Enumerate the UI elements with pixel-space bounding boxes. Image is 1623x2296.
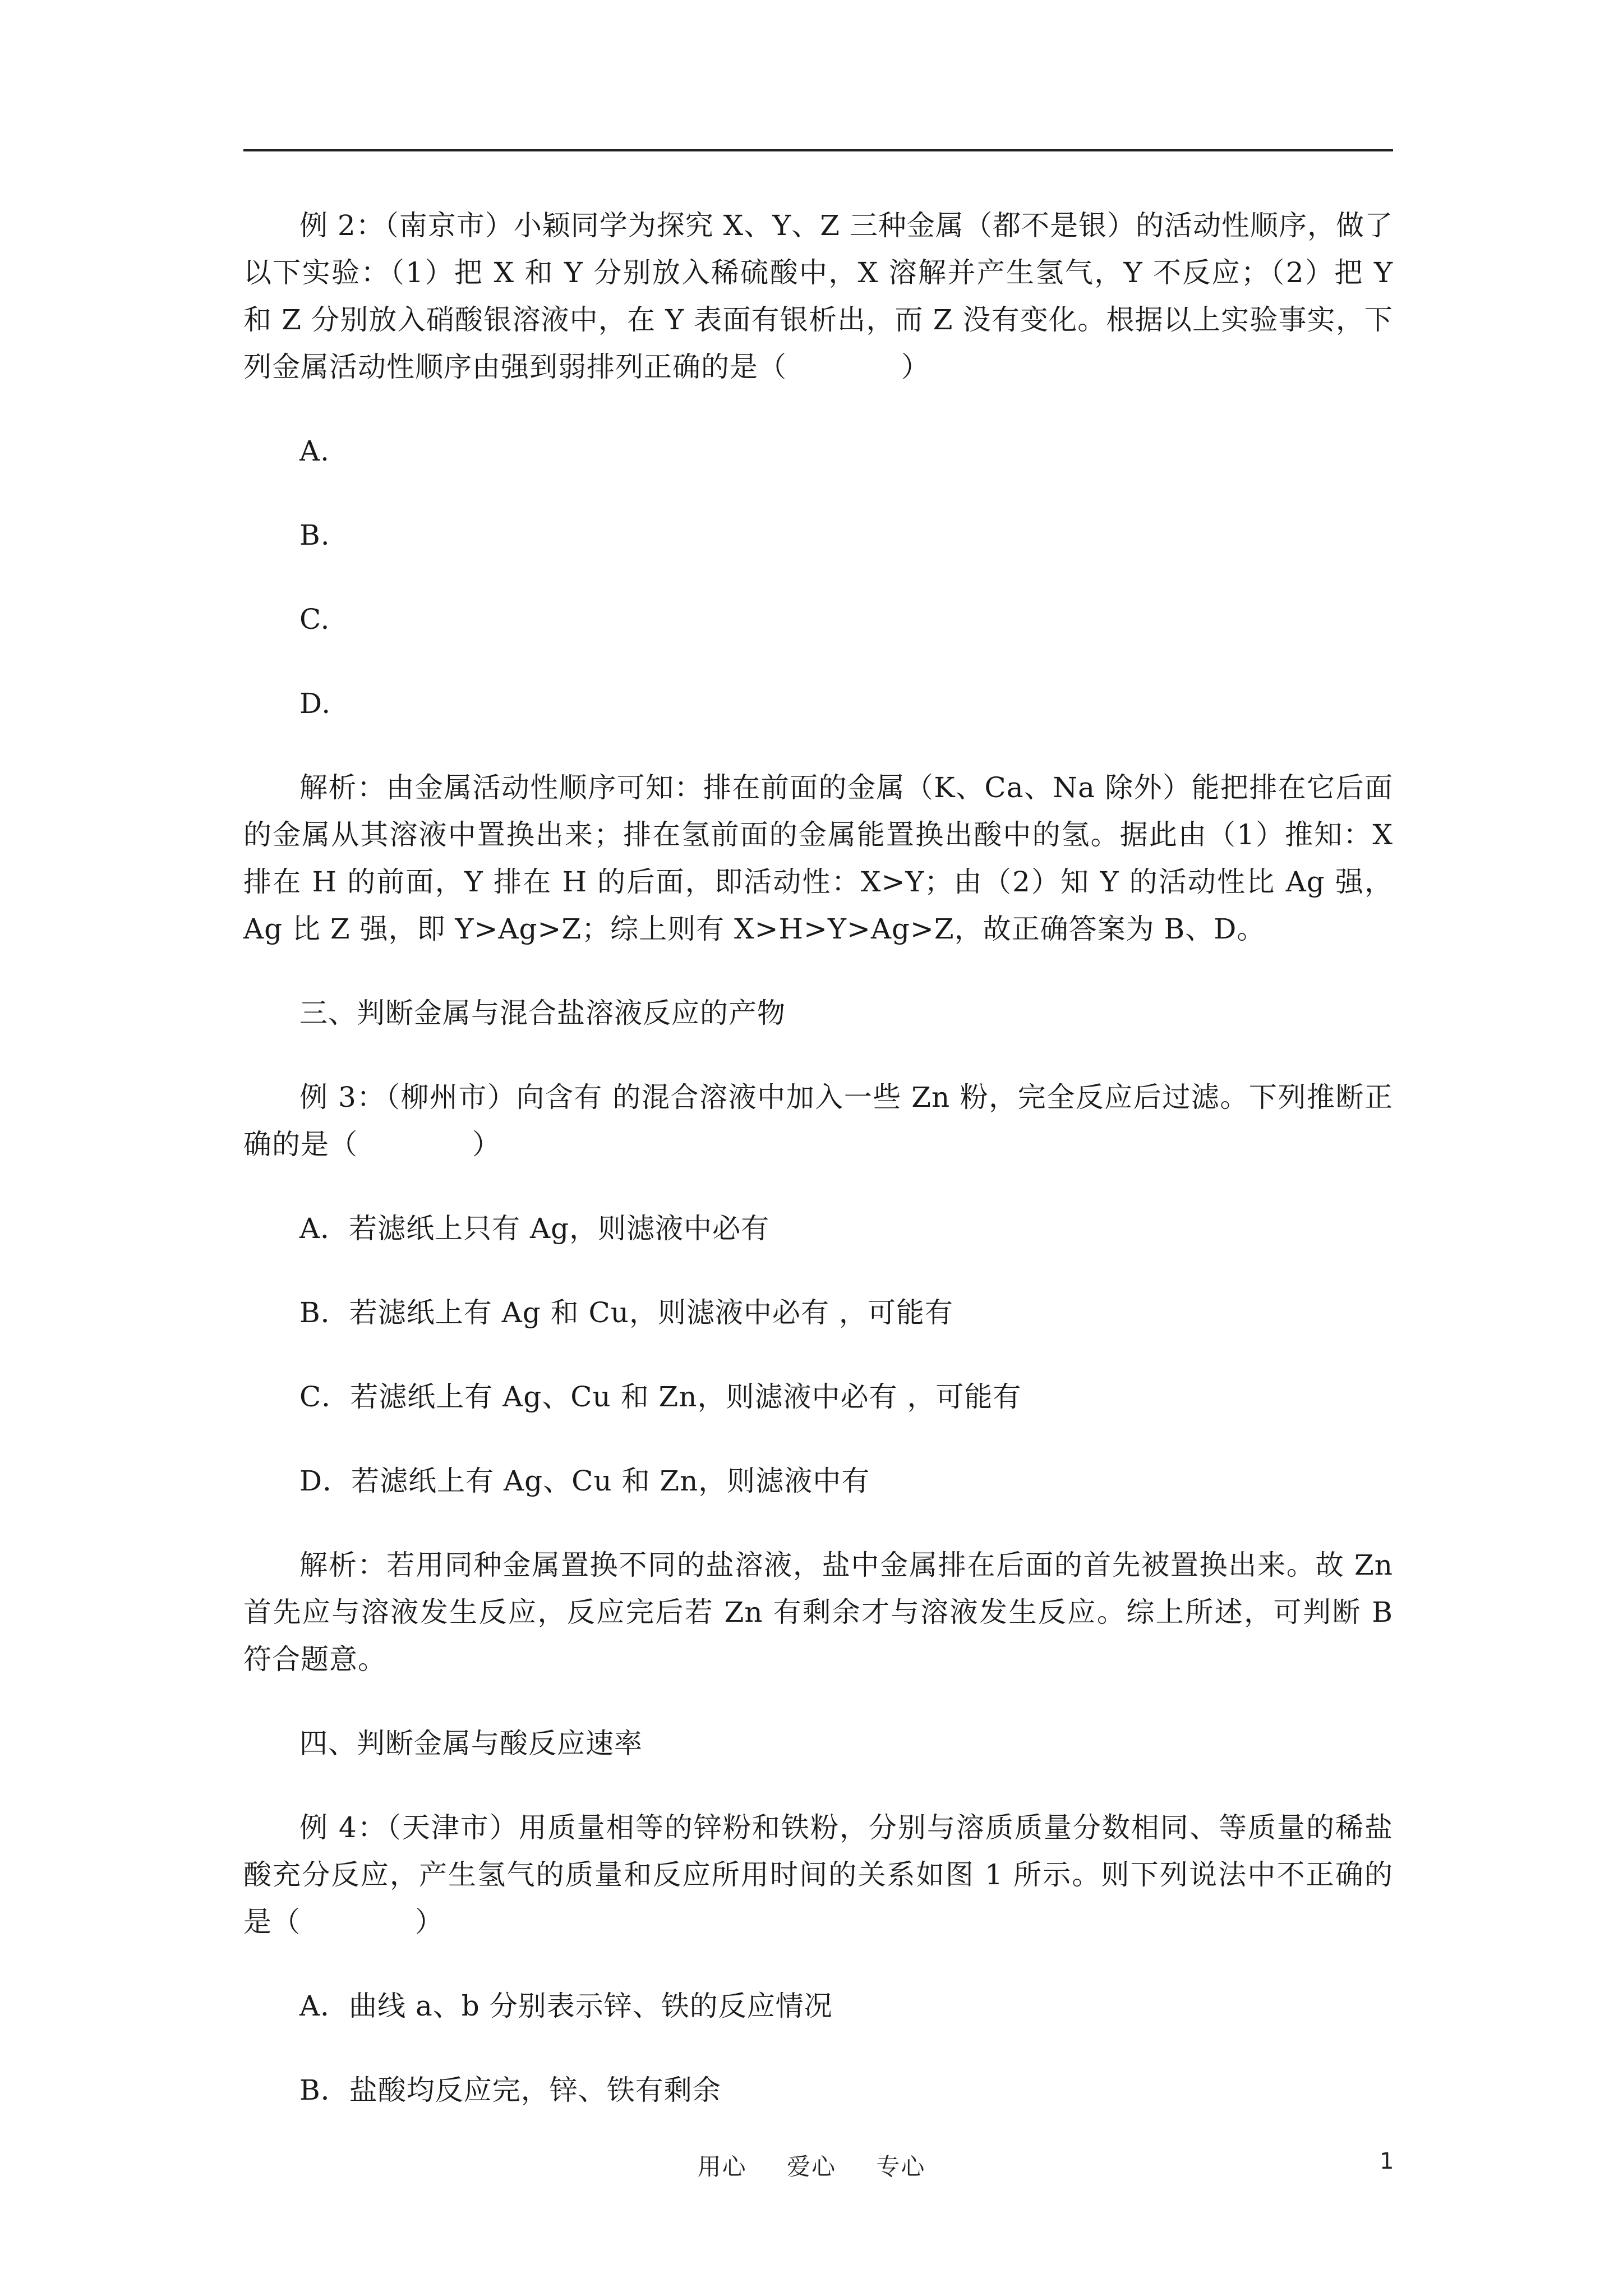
- example-3-analysis: 解析：若用同种金属置换不同的盐溶液，盐中金属排在后面的首先被置换出来。故 Zn 首先应与溶液发生反应，反应完后若 Zn 有剩余才与溶液发生反应。综上所述，可判断 B 符合题意。: [243, 1549, 1393, 1676]
- page-number: 1: [1380, 2148, 1394, 2174]
- example-4-option-a: A．曲线 a、b 分别表示锌、铁的反应情况: [299, 1990, 833, 2022]
- example-2-option-b: B.: [299, 519, 330, 551]
- example-3-stem: 例 3：（柳州市）向含有 的混合溶液中加入一些 Zn 粉，完全反应后过滤。下列推断正确的是（ ）: [243, 1081, 1393, 1161]
- example-4-option-b: B．盐酸均反应完，锌、铁有剩余: [299, 2074, 721, 2106]
- example-3-option-d: D．若滤纸上有 Ag、Cu 和 Zn，则滤液中有: [299, 1465, 870, 1497]
- example-4-stem: 例 4：（天津市）用质量相等的锌粉和铁粉，分别与溶质质量分数相同、等质量的稀盐酸充分反应，产生氢气的质量和反应所用时间的关系如图 1 所示。则下列说法中不正确的是（ ）: [243, 1811, 1393, 1938]
- footer-motto-3: 专心: [876, 2153, 926, 2180]
- footer-motto-1: 用心: [697, 2153, 747, 2180]
- example-2-option-a: A.: [299, 435, 330, 467]
- header-rule: [243, 149, 1393, 151]
- example-3-option-a: A．若滤纸上只有 Ag，则滤液中必有: [299, 1212, 770, 1245]
- example-2-option-c: C.: [299, 603, 330, 636]
- example-3-option-c: C．若滤纸上有 Ag、Cu 和 Zn，则滤液中必有 ，可能有: [299, 1381, 1022, 1413]
- section-3-heading: 三、判断金属与混合盐溶液反应的产物: [299, 997, 786, 1029]
- document-body: [243, 202, 1393, 2114]
- section-4-heading: 四、判断金属与酸反应速率: [299, 1727, 643, 1760]
- example-3-option-b: B．若滤纸上有 Ag 和 Cu，则滤液中必有 ，可能有: [299, 1296, 953, 1329]
- example-2-analysis: 解析：由金属活动性顺序可知：排在前面的金属（K、Ca、Na 除外）能把排在它后面的金属从其溶液中置换出来；排在氢前面的金属能置换出酸中的氢。据此由（1）推知：X 排在 H 的前面，Y 排在 H 的后面，即活动性：X>Y；由（2）知 Y 的活动性比 Ag 强，Ag 比 Z 强，即 Y>Ag>Z；综上则有 X>H>Y>Ag>Z，故正确答案为 B、D。: [243, 771, 1393, 945]
- example-2-stem: 例 2：（南京市）小颖同学为探究 X、Y、Z 三种金属（都不是银）的活动性顺序，做了以下实验：（1）把 X 和 Y 分别放入稀硫酸中，X 溶解并产生氢气，Y 不反应；（2）把 Y 和 Z 分别放入硝酸银溶液中，在 Y 表面有银析出，而 Z 没有变化。根据以上实验事实，下列金属活动性顺序由强到弱排列正确的是（ ）: [243, 209, 1393, 383]
- example-2-option-d: D.: [299, 687, 331, 720]
- footer-motto-2: 爱心: [786, 2153, 836, 2180]
